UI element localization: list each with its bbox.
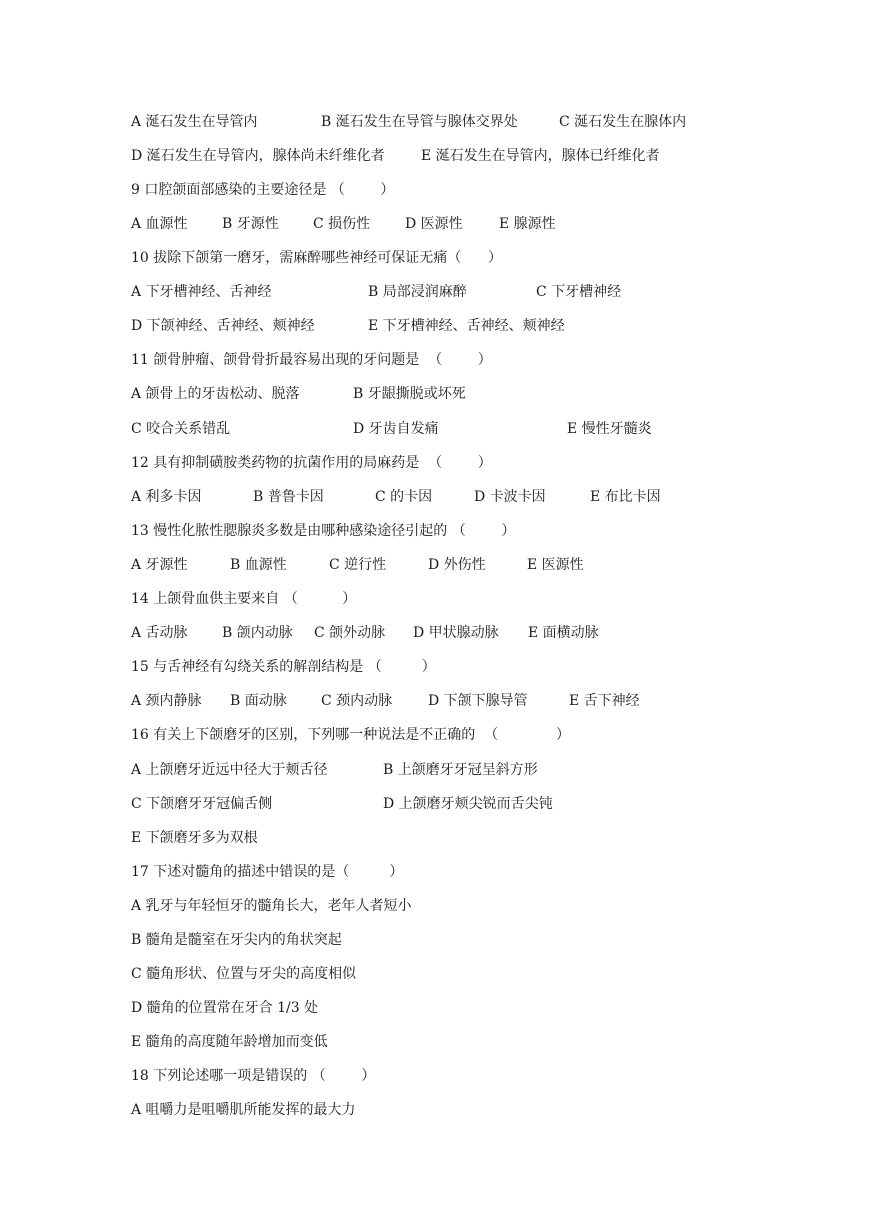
option-text: E 下牙槽神经、舌神经、颊神经 xyxy=(368,318,565,334)
question-text: 16 有关上下颌磨牙的区别，下列哪一种说法是不正确的 （ ） xyxy=(131,727,571,743)
option-text: C 咬合关系错乱 xyxy=(131,421,231,437)
question-text: 17 下述对髓角的描述中错误的是（ ） xyxy=(131,864,404,880)
option-text: B 局部浸润麻醉 xyxy=(368,284,467,300)
question-text: B 髓角是髓室在牙尖内的角状突起 xyxy=(131,932,342,948)
option-text: B 面动脉 xyxy=(230,693,287,709)
option-text: A 颈内静脉 xyxy=(131,693,202,709)
option-text: B 涎石发生在导管与腺体交界处 xyxy=(321,114,518,130)
option-text: E 布比卡因 xyxy=(590,489,661,505)
question-text: 14 上颌骨血供主要来自 （ ） xyxy=(131,591,357,607)
option-text: A 舌动脉 xyxy=(131,625,188,641)
option-text: C 涎石发生在腺体内 xyxy=(559,114,687,130)
option-text: D 牙齿自发痛 xyxy=(353,421,439,437)
option-text: A 利多卡因 xyxy=(131,489,202,505)
question-text: 18 下列论述哪一项是错误的 （ ） xyxy=(131,1068,376,1084)
option-text: A 下牙槽神经、舌神经 xyxy=(131,284,272,300)
option-text: C 颈内动脉 xyxy=(321,693,393,709)
option-text: D 下颌下腺导管 xyxy=(428,693,528,709)
option-text: E 面横动脉 xyxy=(528,625,599,641)
option-text: D 上颌磨牙颊尖锐而舌尖钝 xyxy=(383,796,553,812)
option-text: C 颌外动脉 xyxy=(314,625,386,641)
option-text: C 的卡因 xyxy=(375,489,433,505)
option-text: D 外伤性 xyxy=(428,557,486,573)
option-text: D 医源性 xyxy=(405,216,463,232)
option-text: C 损伤性 xyxy=(313,216,371,232)
option-text: D 甲状腺动脉 xyxy=(413,625,499,641)
option-text: C 下颌磨牙牙冠偏舌侧 xyxy=(131,796,273,812)
question-text: E 髓角的高度随年龄增加而变低 xyxy=(131,1034,328,1050)
option-text: E 腺源性 xyxy=(499,216,556,232)
question-text: 10 拔除下颌第一磨牙，需麻醉哪些神经可保证无痛（ ） xyxy=(131,250,502,266)
option-text: E 医源性 xyxy=(527,557,584,573)
option-text: E 舌下神经 xyxy=(569,693,640,709)
option-text: C 逆行性 xyxy=(329,557,387,573)
option-text: E 涎石发生在导管内，腺体已纤维化者 xyxy=(421,148,660,164)
option-text: B 普鲁卡因 xyxy=(253,489,324,505)
question-text: 12 具有抑制磺胺类药物的抗菌作用的局麻药是 （ ） xyxy=(131,455,492,471)
option-text: A 颌骨上的牙齿松动、脱落 xyxy=(131,386,300,402)
option-text: B 上颌磨牙牙冠呈斜方形 xyxy=(383,762,538,778)
option-text: A 上颌磨牙近远中径大于颊舌径 xyxy=(131,762,328,778)
question-text: 9 口腔颌面部感染的主要途径是 （ ） xyxy=(131,182,395,198)
question-text: 11 颌骨肿瘤、颌骨骨折最容易出现的牙问题是 （ ） xyxy=(131,352,492,368)
option-text: D 涎石发生在导管内，腺体尚未纤维化者 xyxy=(131,148,385,164)
option-text: B 牙源性 xyxy=(222,216,279,232)
option-text: D 下颌神经、舌神经、颊神经 xyxy=(131,318,315,334)
option-text: D 卡波卡因 xyxy=(474,489,546,505)
question-text: A 乳牙与年轻恒牙的髓角长大，老年人者短小 xyxy=(131,898,412,914)
option-text: A 涎石发生在导管内 xyxy=(131,114,258,130)
option-text: B 血源性 xyxy=(230,557,287,573)
question-text: E 下颌磨牙多为双根 xyxy=(131,830,258,846)
option-text: A 牙源性 xyxy=(131,557,188,573)
question-text: A 咀嚼力是咀嚼肌所能发挥的最大力 xyxy=(131,1102,356,1118)
option-text: C 下牙槽神经 xyxy=(536,284,622,300)
option-text: B 颌内动脉 xyxy=(222,625,293,641)
option-text: B 牙龈撕脱或坏死 xyxy=(353,386,466,402)
question-text: 15 与舌神经有勾绕关系的解剖结构是 （ ） xyxy=(131,659,436,675)
question-text: C 髓角形状、位置与牙尖的高度相似 xyxy=(131,966,357,982)
question-text: D 髓角的位置常在牙合 1/3 处 xyxy=(131,1000,319,1016)
question-text: 13 慢性化脓性腮腺炎多数是由哪种感染途径引起的 （ ） xyxy=(131,523,516,539)
option-text: E 慢性牙髓炎 xyxy=(567,421,652,437)
option-text: A 血源性 xyxy=(131,216,188,232)
